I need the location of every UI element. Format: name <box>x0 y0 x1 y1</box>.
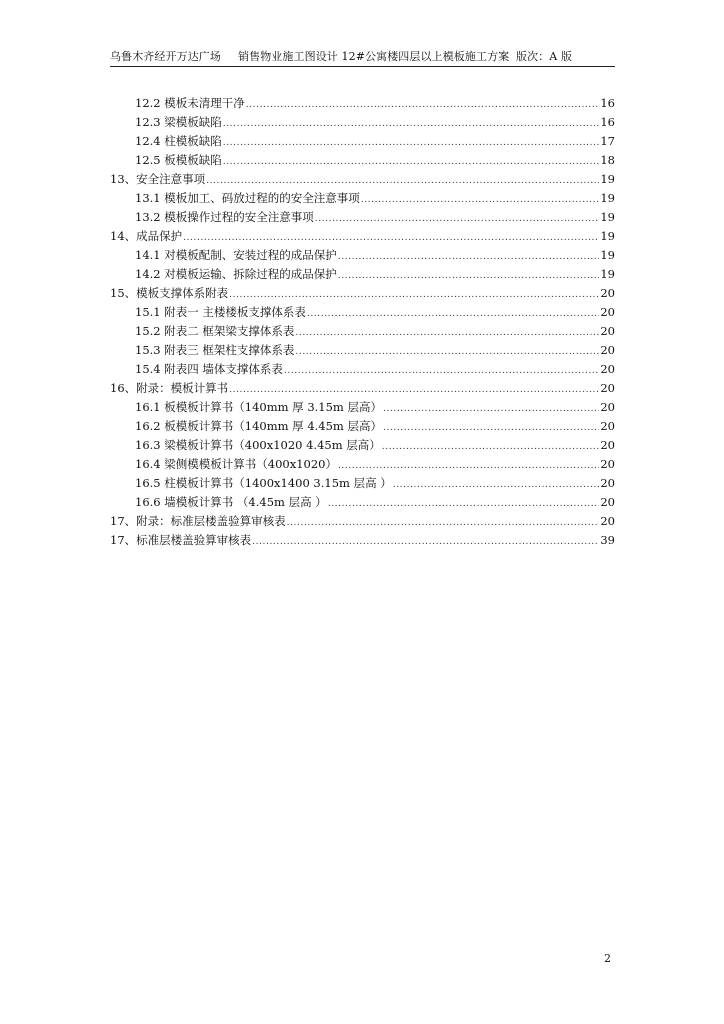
toc-entry[interactable] <box>110 246 615 265</box>
toc-entry-title: 16.6 墙模板计算书 （4.45m 层高 ） <box>135 495 327 509</box>
toc-entry[interactable] <box>110 417 615 436</box>
toc-leader-dots <box>223 134 600 153</box>
toc-entry-page: 20 <box>600 343 615 357</box>
toc-leader-dots <box>295 324 599 343</box>
toc-entry-page: 20 <box>600 438 615 452</box>
toc-entry-title: 16.5 柱模板计算书（1400x1400 3.15m 层高 ） <box>135 476 392 490</box>
toc-entry-title: 12.5 板模板缺陷 <box>135 153 222 167</box>
toc-entry-title: 13.1 模板加工、码放过程的的安全注意事项 <box>135 191 360 205</box>
toc-entry-page: 19 <box>600 210 615 224</box>
toc-entry[interactable] <box>110 322 615 341</box>
toc-entry-page: 19 <box>600 267 615 281</box>
toc-leader-dots <box>328 495 600 514</box>
toc-leader-dots <box>223 153 600 172</box>
toc-leader-dots <box>287 514 600 533</box>
toc-leader-dots <box>338 248 600 267</box>
toc-entry-page: 20 <box>600 286 615 300</box>
toc-entry[interactable] <box>110 113 615 132</box>
toc-leader-dots <box>223 115 600 134</box>
toc-entry-page: 19 <box>600 229 615 243</box>
toc-leader-dots <box>252 533 599 552</box>
toc-entry-page: 18 <box>600 153 615 167</box>
toc-entry-title: 12.2 模板未清理干净 <box>135 96 245 110</box>
toc-entry[interactable] <box>110 398 615 417</box>
toc-entry-title: 15.2 附表二 框架梁支撑体系表 <box>135 324 295 338</box>
toc-entry-title: 15、模板支撑体系附表 <box>110 286 229 300</box>
header-rule <box>110 66 615 67</box>
toc-leader-dots <box>284 362 599 381</box>
toc-entry-page: 19 <box>600 172 615 186</box>
toc-entry-page: 39 <box>600 533 615 547</box>
toc-entry-title: 14.1 对模板配制、安装过程的成品保护 <box>135 248 337 262</box>
toc-entry[interactable] <box>110 303 615 322</box>
toc-entry-page: 20 <box>600 324 615 338</box>
toc-entry[interactable] <box>110 341 615 360</box>
toc-entry-page: 20 <box>600 362 615 376</box>
header-project: 乌鲁木齐经开万达广场 <box>110 50 221 63</box>
toc-entry-page: 17 <box>600 134 615 148</box>
toc-entry-title: 13、安全注意事项 <box>110 172 206 186</box>
toc-entry[interactable] <box>110 189 615 208</box>
page-number: 2 <box>604 952 611 965</box>
toc-entry-page: 20 <box>600 476 615 490</box>
toc-entry[interactable] <box>110 455 615 474</box>
toc-leader-dots <box>382 438 600 457</box>
header-title: 销售物业施工图设计 12#公寓楼四层以上模板施工方案 <box>238 50 510 63</box>
toc-entry-page: 20 <box>600 457 615 471</box>
toc-leader-dots <box>383 419 599 438</box>
page-header <box>110 50 615 64</box>
toc-entry-page: 16 <box>600 96 615 110</box>
toc-entry-title: 16.2 板模板计算书（140mm 厚 4.45m 层高） <box>135 419 382 433</box>
toc-entry-title: 16.3 梁模板计算书（400x1020 4.45m 层高） <box>135 438 381 452</box>
toc-entry-title: 17、附录：标准层楼盖验算审核表 <box>110 514 286 528</box>
toc-entry-title: 14.2 对模板运输、拆除过程的成品保护 <box>135 267 337 281</box>
toc-entry-title: 17、标准层楼盖验算审核表 <box>110 533 252 547</box>
toc-entry-page: 16 <box>600 115 615 129</box>
toc-entry[interactable] <box>110 474 615 493</box>
toc-leader-dots <box>295 343 599 362</box>
toc-entry[interactable] <box>110 436 615 455</box>
toc-entry-page: 20 <box>600 381 615 395</box>
toc-entry-page: 20 <box>600 305 615 319</box>
toc-entry-page: 20 <box>600 400 615 414</box>
toc-entry[interactable] <box>110 284 615 303</box>
toc-entry-page: 19 <box>600 248 615 262</box>
toc-leader-dots <box>393 476 600 495</box>
toc-entry[interactable] <box>110 94 615 113</box>
toc-leader-dots <box>307 305 599 324</box>
toc-entry-title: 16、附录：模板计算书 <box>110 381 229 395</box>
toc-entry-title: 15.1 附表一 主楼楼板支撑体系表 <box>135 305 306 319</box>
toc-entry-title: 13.2 模板操作过程的安全注意事项 <box>135 210 314 224</box>
toc-entry-title: 15.3 附表三 框架柱支撑体系表 <box>135 343 295 357</box>
toc-entry-title: 16.1 板模板计算书（140mm 厚 3.15m 层高） <box>135 400 382 414</box>
table-of-contents <box>110 94 615 550</box>
toc-entry-title: 14、成品保护 <box>110 229 183 243</box>
toc-entry-page: 20 <box>600 514 615 528</box>
toc-leader-dots <box>361 191 600 210</box>
toc-entry-title: 16.4 梁侧模模板计算书（400x1020） <box>135 457 337 471</box>
toc-leader-dots <box>246 96 600 115</box>
toc-leader-dots <box>315 210 600 229</box>
toc-entry[interactable] <box>110 512 615 531</box>
toc-entry-title: 15.4 附表四 墙体支撑体系表 <box>135 362 283 376</box>
toc-entry[interactable] <box>110 360 615 379</box>
toc-entry[interactable] <box>110 227 615 246</box>
toc-entry[interactable] <box>110 151 615 170</box>
header-version: 版次：A 版 <box>516 50 573 63</box>
toc-entry-title: 12.3 梁模板缺陷 <box>135 115 222 129</box>
toc-entry-page: 20 <box>600 495 615 509</box>
toc-entry-page: 20 <box>600 419 615 433</box>
toc-leader-dots <box>383 400 599 419</box>
toc-leader-dots <box>338 267 600 286</box>
toc-entry[interactable] <box>110 379 615 398</box>
toc-entry-page: 19 <box>600 191 615 205</box>
toc-entry[interactable] <box>110 170 615 189</box>
toc-entry[interactable] <box>110 208 615 227</box>
toc-entry[interactable] <box>110 265 615 284</box>
toc-entry[interactable] <box>110 493 615 512</box>
toc-entry[interactable] <box>110 132 615 151</box>
toc-entry-title: 12.4 柱模板缺陷 <box>135 134 222 148</box>
toc-entry[interactable] <box>110 531 615 550</box>
